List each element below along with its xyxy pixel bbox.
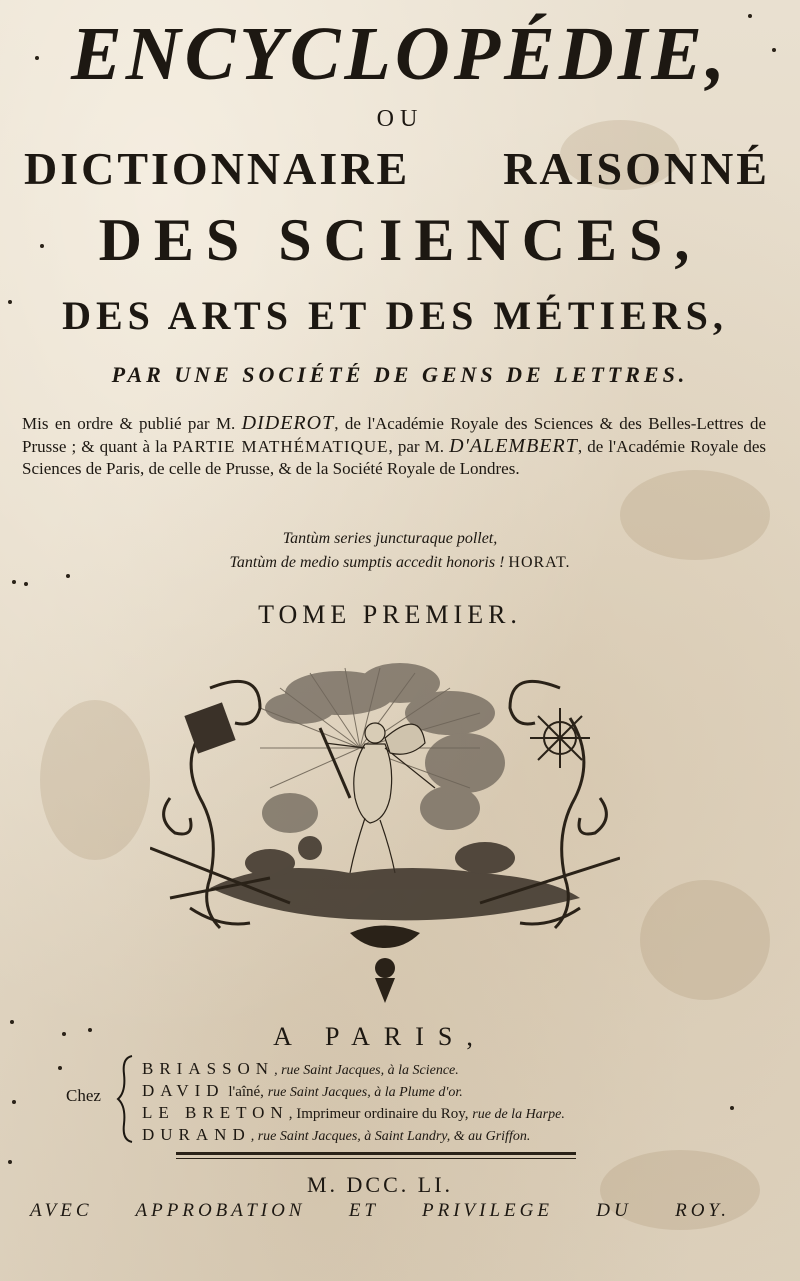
foxing-spot <box>40 700 150 860</box>
divider-rule <box>176 1158 576 1159</box>
main-title: ENCYCLOPÉDIE, <box>71 12 729 96</box>
publisher-name: BRIASSON <box>142 1059 275 1078</box>
editor-dalembert: D'ALEMBERT <box>449 435 578 457</box>
epigraph-line-2-text: Tantùm de medio sumptis accedit honoris ! <box>229 554 505 571</box>
publisher-david <box>142 1080 682 1104</box>
publisher-address: , rue Saint Jacques, à Saint Landry, & au Griffon. <box>250 1129 531 1144</box>
partie-mathematique: PARTIE MATHÉMATIQUE <box>172 437 389 456</box>
editor-diderot: DIDEROT <box>241 412 335 434</box>
foxing-spot <box>640 880 770 1000</box>
stray-dot <box>66 574 70 578</box>
editors-text: , de l'Académie Royale des Sciences de Paris, de celle de Prusse, & de la Société Royale de Londres. <box>22 437 767 478</box>
subtitle-dictionnaire: DICTIONNAIRE RAISONNÉ <box>24 143 770 194</box>
epigraph-line-2 <box>0 554 800 572</box>
frontispiece-vignette-image <box>150 648 620 1018</box>
conjunction-ou: OU <box>376 106 424 132</box>
place-of-publication: A PARIS, <box>273 1022 487 1051</box>
privilege-line: AVEC APPROBATION ET PRIVILEGE DU ROY. <box>30 1200 730 1221</box>
stray-dot <box>58 1066 62 1070</box>
divider-rule <box>176 1152 576 1155</box>
publisher-address: , rue Saint Jacques, à la Science. <box>274 1063 459 1078</box>
curly-brace-icon <box>116 1054 136 1144</box>
volume-label: TOME PREMIER. <box>258 600 522 629</box>
publisher-address: rue de la Harpe. <box>472 1107 565 1122</box>
publisher-name: LE BRETON <box>142 1103 289 1122</box>
authorship-line: PAR UNE SOCIÉTÉ DE GENS DE LETTRES. <box>111 362 689 387</box>
publisher-durand <box>142 1124 682 1148</box>
publisher-name: DURAND <box>142 1125 251 1144</box>
stray-dot <box>24 582 28 586</box>
publisher-name: DAVID <box>142 1081 225 1100</box>
editors-paragraph <box>22 412 766 480</box>
publisher-le-breton <box>142 1102 682 1126</box>
publishers-prefix: Chez <box>66 1086 101 1105</box>
stray-dot <box>730 1106 734 1110</box>
stray-dot <box>12 1100 16 1104</box>
stray-dot <box>8 300 12 304</box>
publication-year: M. DCC. LI. <box>306 1172 454 1197</box>
stray-dot <box>8 1160 12 1164</box>
stray-dot <box>12 580 16 584</box>
subtitle-sciences: DES SCIENCES, <box>98 207 702 273</box>
publisher-address: rue Saint Jacques, à la Plume d'or. <box>267 1085 463 1100</box>
editors-text: , par M. <box>388 437 445 456</box>
publisher-qualifier: , Imprimeur ordinaire du Roy, <box>288 1106 473 1122</box>
subtitle-arts-metiers: DES ARTS ET DES MÉTIERS, <box>62 293 728 338</box>
editors-text: , de l'Académie Royale des Sciences & des Belles-Lettres de Prusse ; & quant à la <box>22 414 767 456</box>
publisher-qualifier: l'aîné, <box>224 1084 268 1100</box>
editors-text: Mis en ordre & publié par M. <box>22 414 236 433</box>
epigraph-source: HORAT. <box>508 554 571 571</box>
publisher-briasson <box>142 1058 682 1082</box>
epigraph-line-1: Tantùm series juncturaque pollet, <box>282 530 498 547</box>
